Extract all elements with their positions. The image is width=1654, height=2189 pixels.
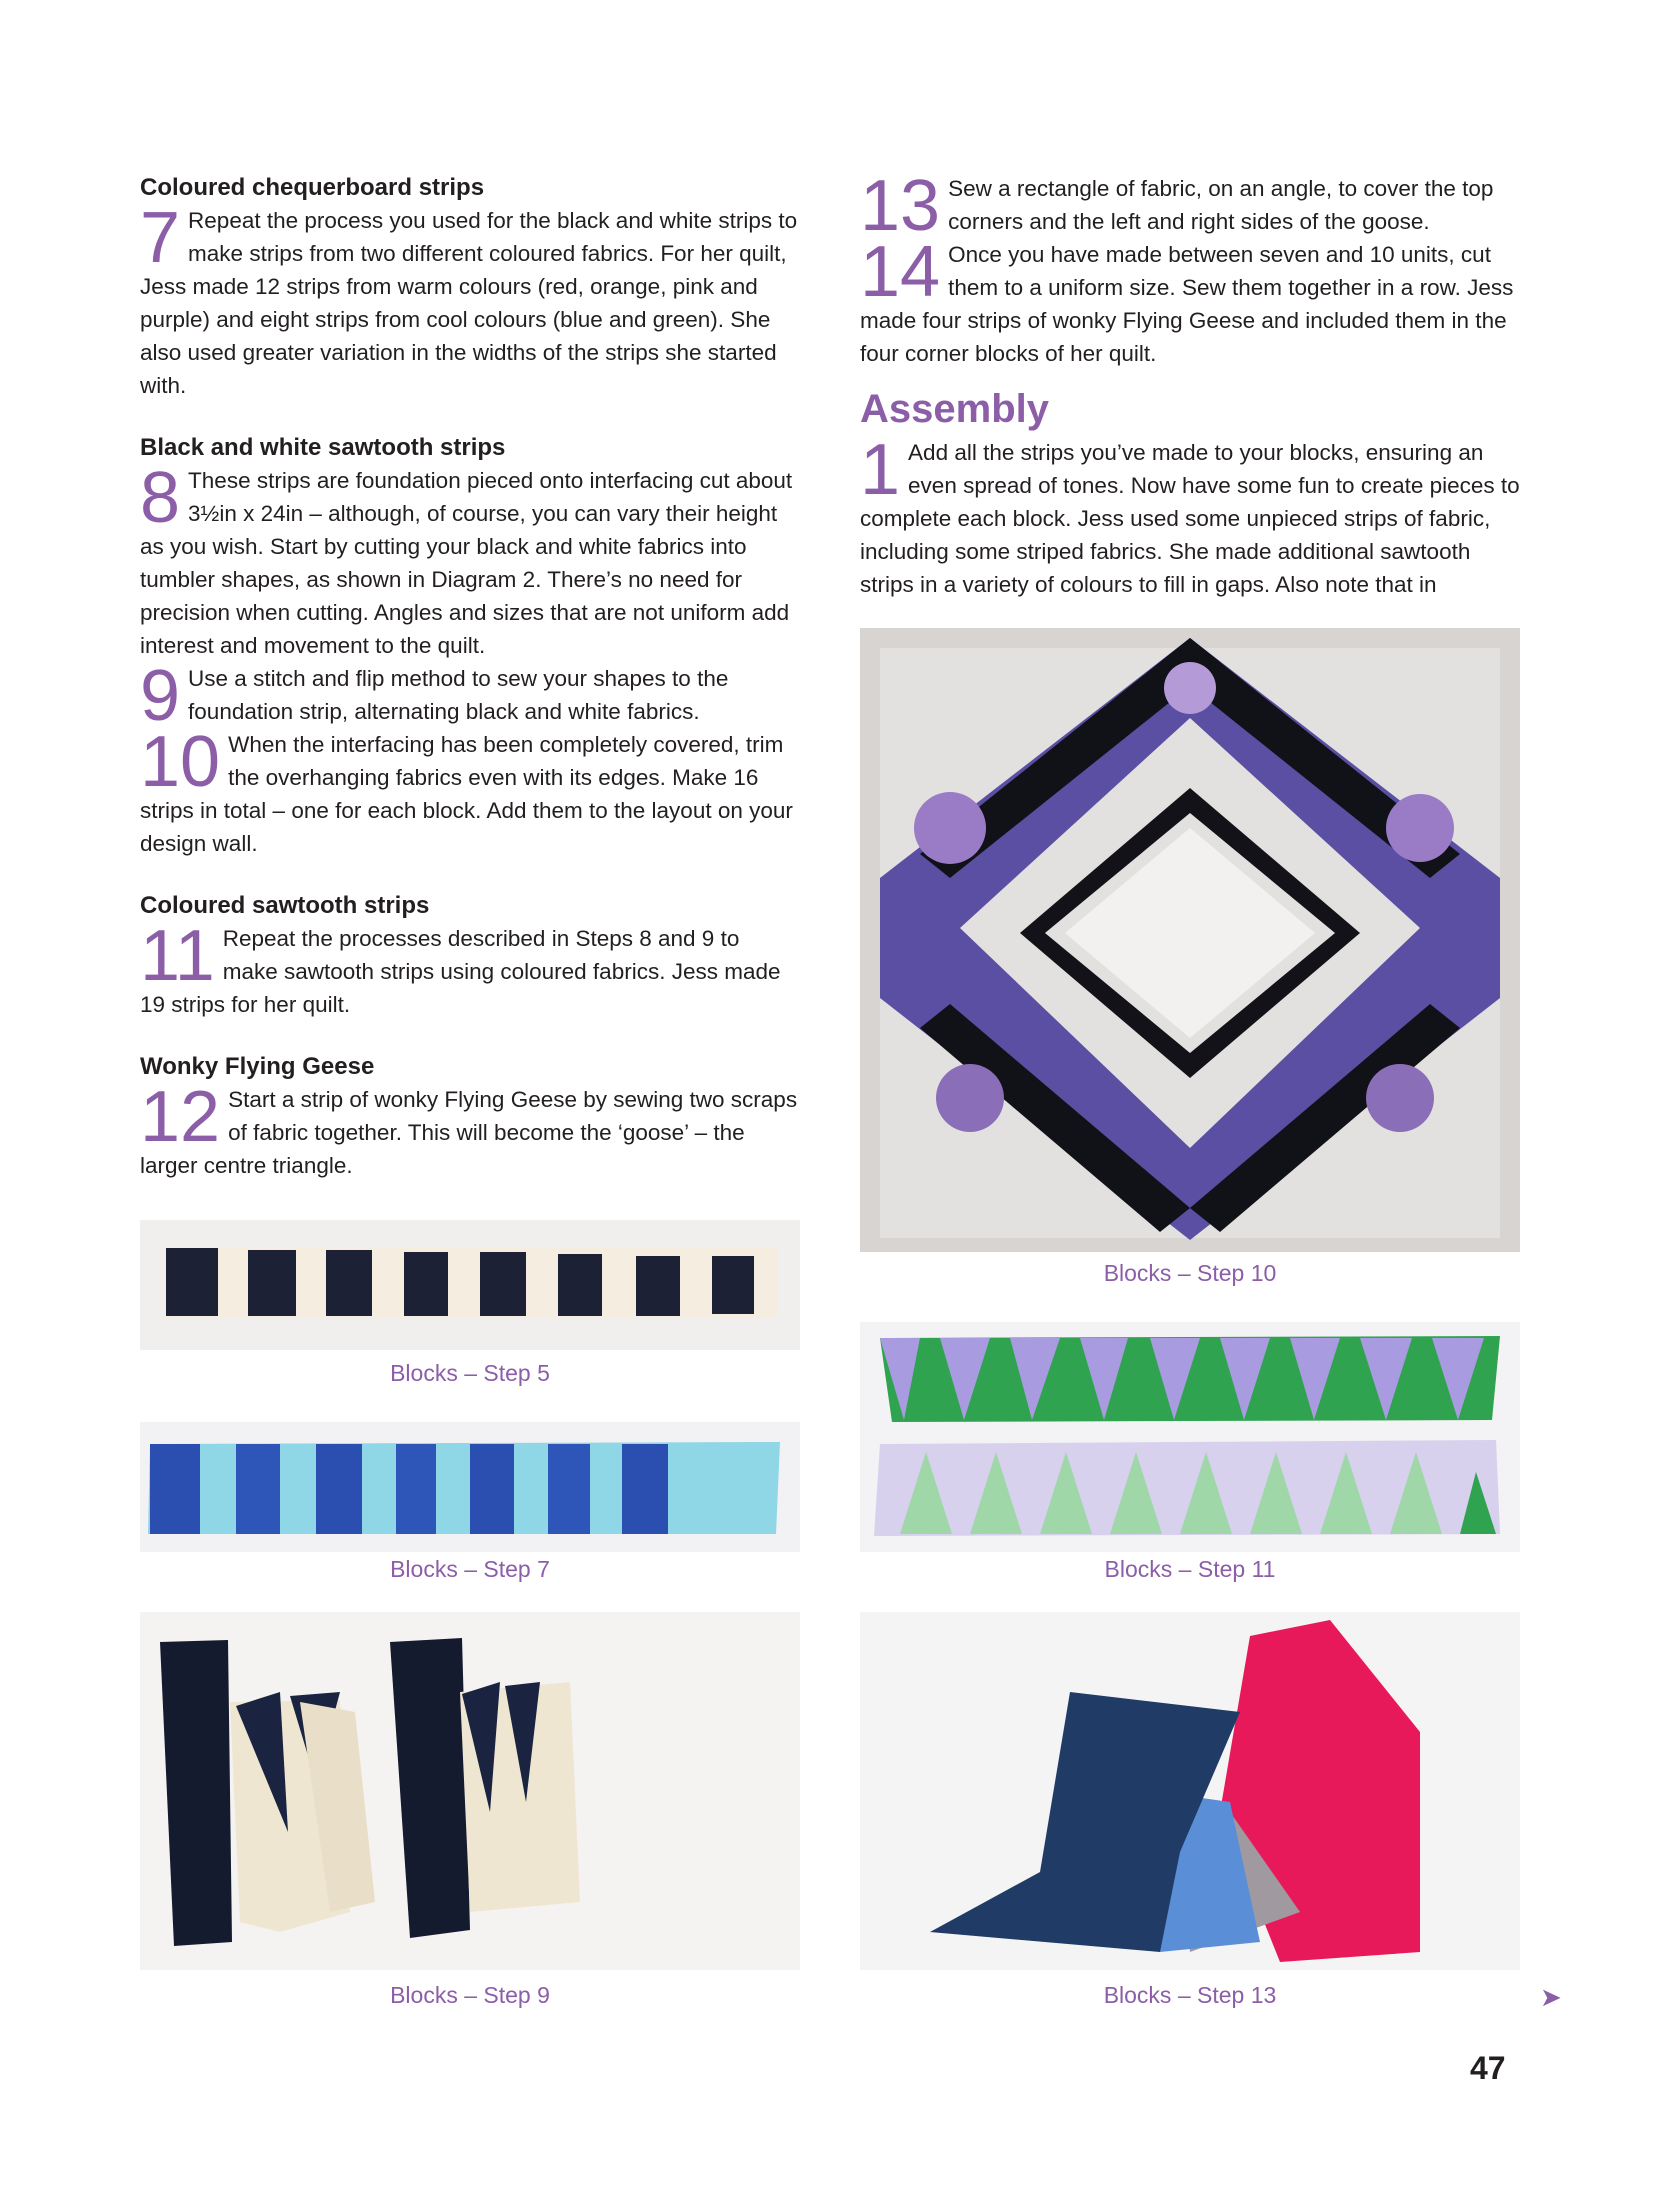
- step-number: 11: [140, 916, 215, 996]
- step-text: Use a stitch and flip method to sew your shapes to the foundation strip, alternating black and white fabrics.: [188, 666, 729, 724]
- right-column: [860, 166, 1520, 601]
- photo-step-7-blue-strip: [140, 1422, 800, 1552]
- step-8: [140, 458, 800, 662]
- step-text: These strips are foundation pieced onto interfacing cut about 3½in x 24in – although, of course, you can vary their height as you wish. Start by cutting your black and white fabrics into tumbler shapes, as shown in Diagram 2. There’s no need for precision when cutting. Angles and sizes that are not uniform add interest and movement to the quilt.: [140, 468, 793, 658]
- section-title-wonky-flying-geese: Wonky Flying Geese: [140, 1053, 375, 1080]
- photo-step-11-sawtooth: [860, 1322, 1520, 1552]
- section-title-bw-sawtooth: Black and white sawtooth strips: [140, 434, 506, 461]
- page-number: 47: [1470, 2050, 1506, 2086]
- section-title-coloured-chequerboard: Coloured chequerboard strips: [140, 174, 485, 201]
- step-number: 7: [140, 198, 181, 278]
- step-12: [140, 1077, 800, 1182]
- step-text: Once you have made between seven and 10 units, cut them to a uniform size. Sew them together in a row. Jess made four strips of wonky Flying Geese and included them in the four corner blocks of her quilt.: [860, 242, 1514, 366]
- step-number: 8: [140, 458, 181, 538]
- photo-step-10-block: [860, 628, 1520, 1252]
- photo-step-13-goose: [860, 1612, 1520, 1970]
- step-text: When the interfacing has been completely covered, trim the overhanging fabrics even with its edges. Make 16 strips in total – one for each block. Add them to the layout on your design wall.: [140, 732, 793, 856]
- assembly-step-1: [860, 430, 1520, 601]
- caption-step-13: Blocks – Step 13: [1103, 1982, 1277, 2008]
- coloured-sawtooth-strips: [860, 1322, 1520, 1552]
- caption-step-9: Blocks – Step 9: [390, 1982, 550, 2008]
- caption-step-5: Blocks – Step 5: [390, 1360, 550, 1386]
- step-number: 10: [140, 722, 221, 802]
- step-number: 14: [860, 232, 941, 312]
- caption-step-10: Blocks – Step 10: [1103, 1260, 1277, 1286]
- chequer-strip-blue: [140, 1422, 800, 1552]
- photo-step-9-geese: [140, 1612, 800, 1970]
- caption-step-7: Blocks – Step 7: [390, 1556, 550, 1582]
- step-text: Sew a rectangle of fabric, on an angle, to cover the top corners and the left and right sides of the goose.: [948, 176, 1494, 234]
- left-column: [140, 172, 800, 1182]
- step-7: [140, 198, 800, 402]
- step-9: [140, 656, 800, 736]
- assembly-heading: Assembly: [860, 387, 1049, 431]
- step-number: 1: [860, 430, 901, 510]
- step-number: 12: [140, 1077, 221, 1157]
- step-11: [140, 916, 800, 1021]
- section-title-coloured-sawtooth: Coloured sawtooth strips: [140, 892, 430, 919]
- step-text: Repeat the processes described in Steps 8 and 9 to make sawtooth strips using coloured fabrics. Jess made 19 strips for her quilt.: [140, 926, 781, 1017]
- quilt-block: [860, 628, 1520, 1252]
- step-14: [860, 232, 1520, 370]
- step-text: Add all the strips you’ve made to your blocks, ensuring an even spread of tones. Now have some fun to create pieces to complete each block. Jess used some unpieced strips of fabric, including some striped fabrics. She made additional sawtooth strips in a variety of colours to fill in gaps. Also note that in: [860, 440, 1520, 597]
- photo-step-5-bw-strip: [140, 1220, 800, 1350]
- next-page-arrow-icon: ➤: [1540, 1982, 1562, 2012]
- chequer-strip-bw: [140, 1220, 800, 1350]
- step-text: Repeat the process you used for the black and white strips to make strips from two different coloured fabrics. For her quilt, Jess made 12 strips from warm colours (red, orange, pink and purple) and eight strips from cool colours (blue and green). She also used greater variation in the widths of the strips she started with.: [140, 208, 798, 398]
- caption-step-11: Blocks – Step 11: [1104, 1556, 1276, 1582]
- step-10: [140, 722, 800, 860]
- step-13: [860, 166, 1520, 246]
- step-number: 9: [140, 656, 181, 736]
- pieced-goose: [860, 1612, 1520, 1970]
- step-text: Start a strip of wonky Flying Geese by sewing two scraps of fabric together. This will become the ‘goose’ – the larger centre triangle.: [140, 1087, 798, 1178]
- flying-geese-pieces: [140, 1612, 800, 1970]
- step-number: 13: [860, 166, 941, 246]
